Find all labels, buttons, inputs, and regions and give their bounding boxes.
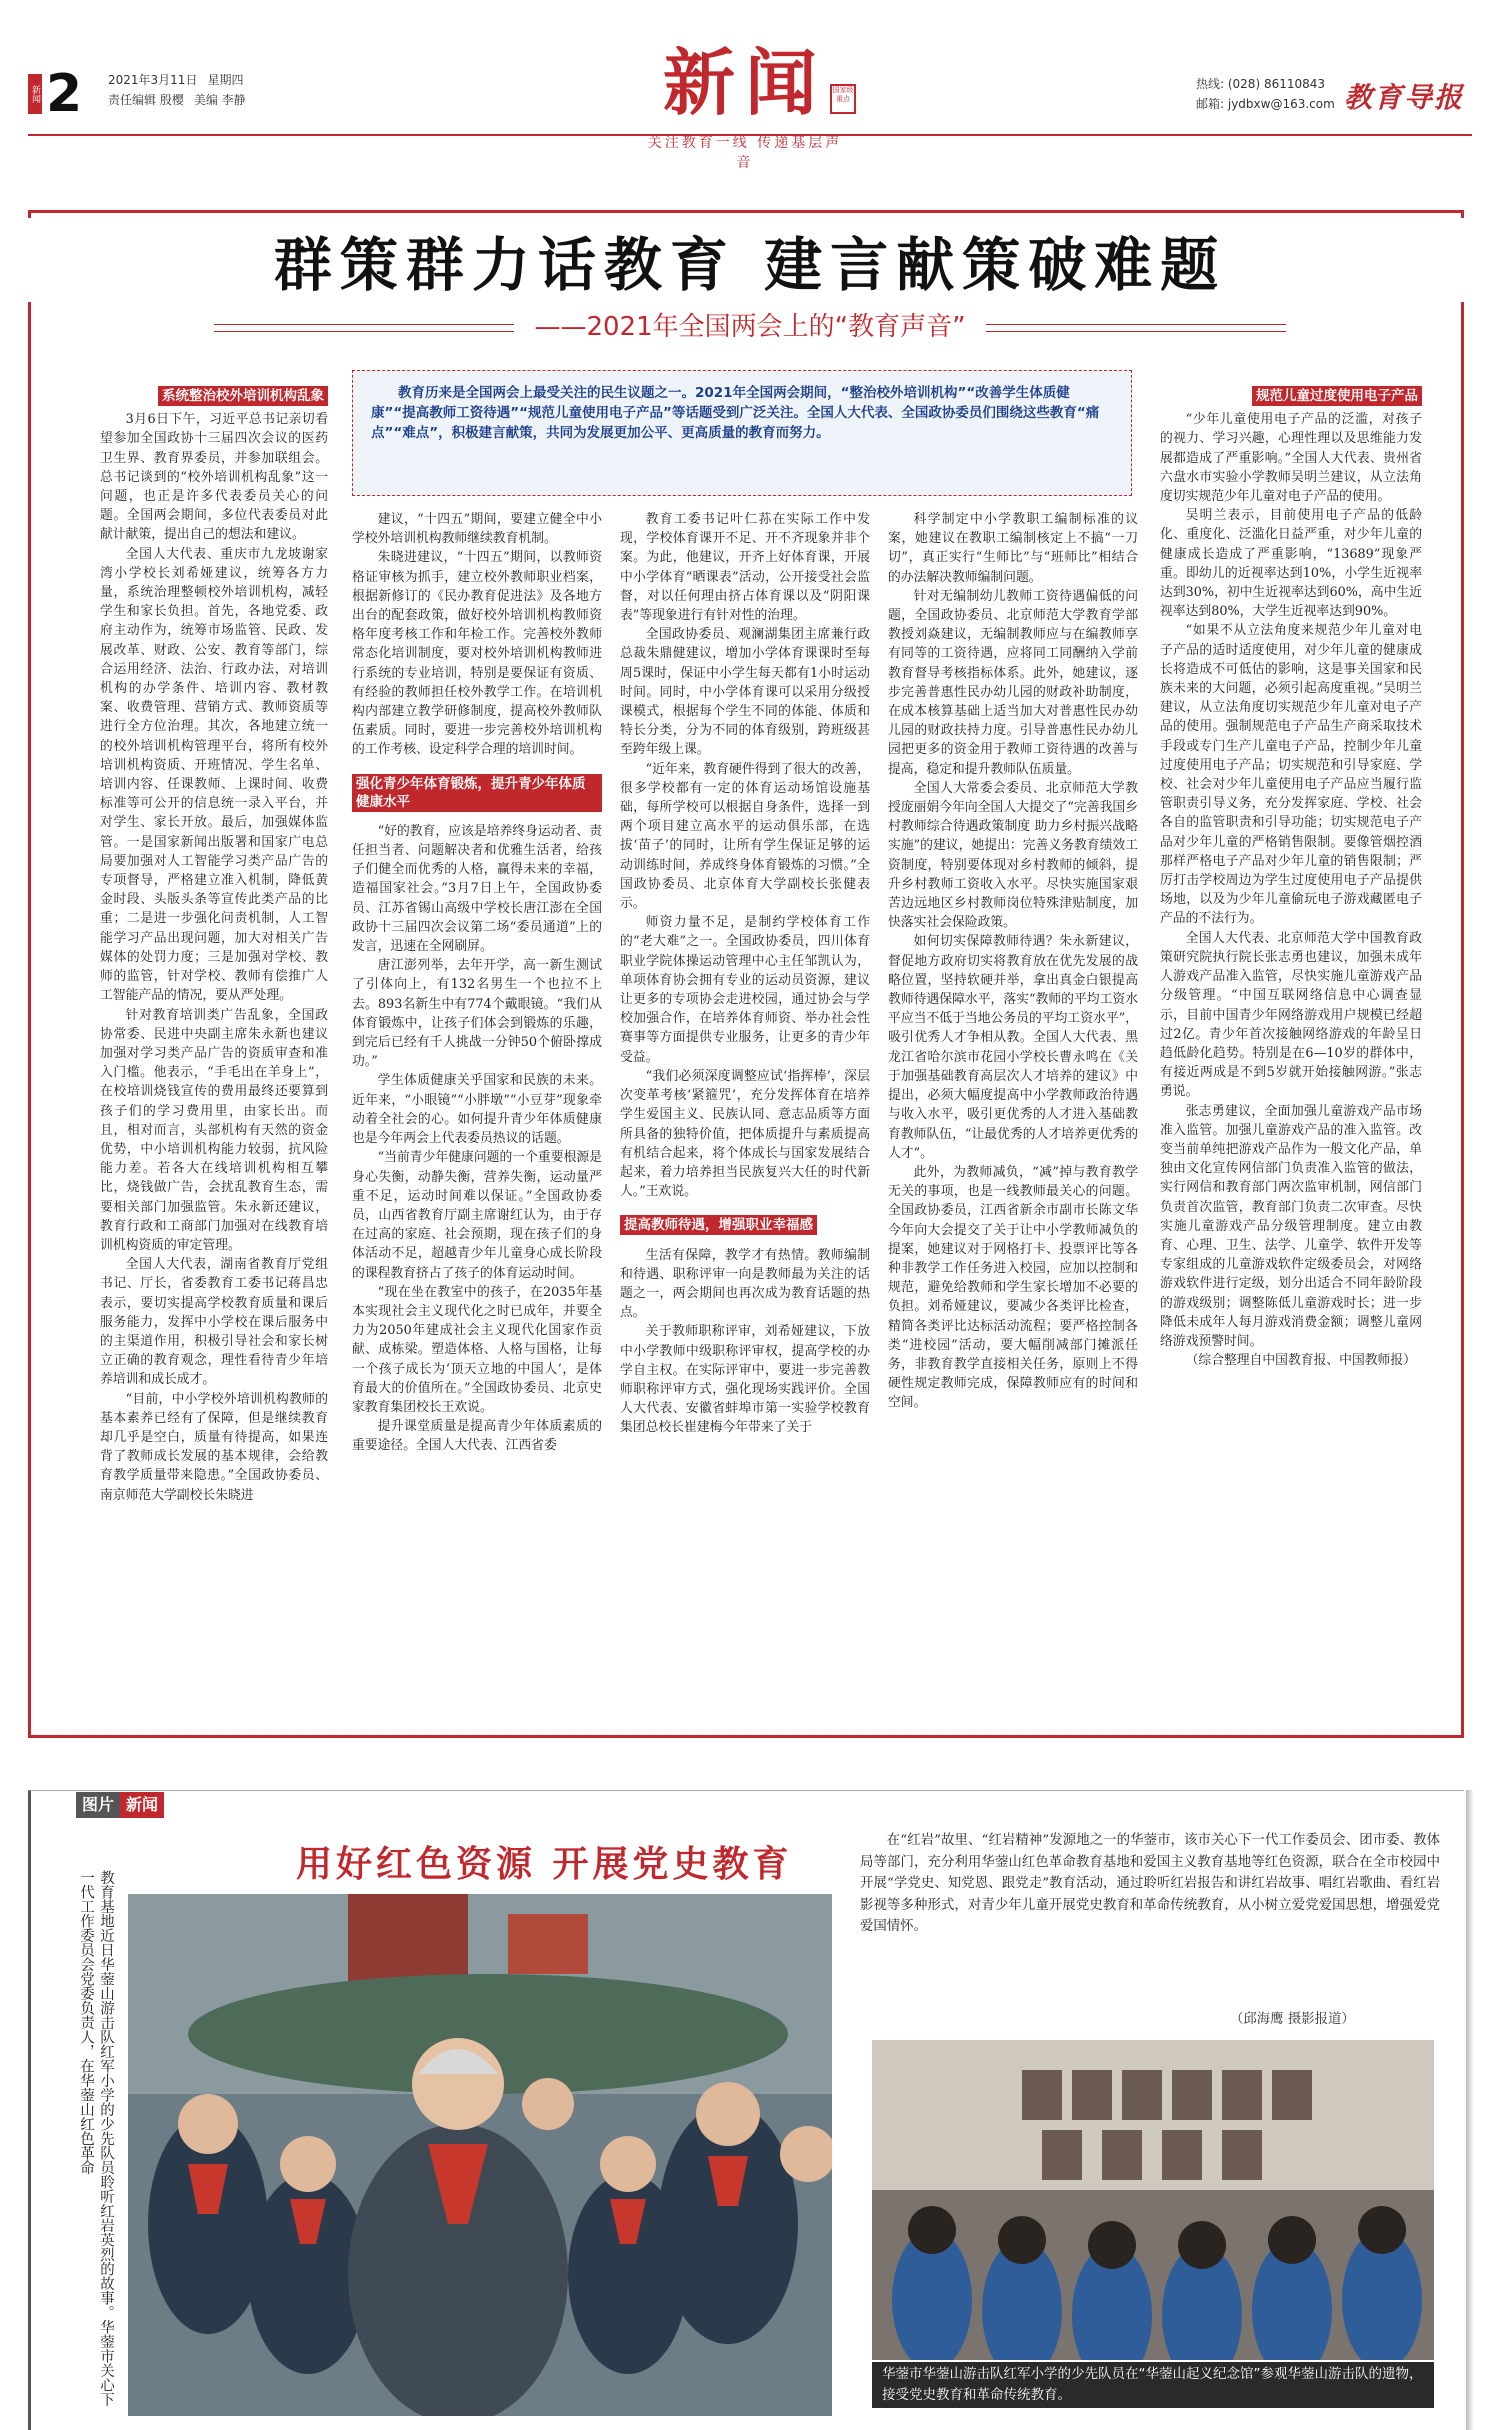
news-label: 新闻 <box>120 1792 164 1818</box>
photo-credit: （邱海鹰 摄影报道） <box>1230 2012 1355 2027</box>
paragraph: 张志勇建议，全面加强儿童游戏产品市场准入监管。加强儿童游戏产品的准入监管。改变当前单纯把游戏产品作为一般文化产品，单独由文化宣传网信部门负责准入监管的做法，实行网信和教育部门两次监审机制，网信部门负责首次监管，教育部门负责二次审查。尽快实施儿童游戏产品分级管理制度。建立由教育、心理、卫生、法学、儿童学、软件开发等专家组成的儿童游戏软件定级委员会，对网络游戏软件进行定级，划分出适合不同年龄阶段的游戏级别；调整陈低儿童游戏时长；进一步降低未成年人每月游戏消费金额；调整儿童网络游戏预警时间。 <box>1160 1103 1422 1349</box>
masthead-rule <box>28 134 1472 136</box>
paragraph: 唐江澎列举，去年开学，高一新生测试了引体向上，有132名男生一个也拉不上去。893名新生中有774个戴眼镜。“我们从体育锻炼中，让孩子们体会到锻炼的乐趣，到完后已经有千人挑战一分钟50个俯卧撑成功。” <box>352 958 602 1070</box>
photo-museum-visit <box>872 2040 1434 2360</box>
headline: 群策群力话教育 建言献策破难题 <box>28 218 1472 302</box>
paragraph: 建议，“十四五”期间，要建立健全中小学校外培训机构教师继续教育机制。 <box>352 512 602 547</box>
paragraph: 学生体质健康关乎国家和民族的未来。近年来，“小眼镜”“小胖墩”“小豆芽”现象牵动着全社会的心。如何提升青少年体质健康也是今年两会上代表委员热议的话题。 <box>352 1073 602 1147</box>
paragraph: “我们必须深度调整应试‘指挥棒’，深层次变革考核‘紧箍咒’，充分发挥体育在培养学生爱国主义、民族认同、意志品质等方面所具备的独特价值，把体质提升与素质提高有机结合起来，将个体成长与国家发展结合起来，着力培养担当民族复兴大任的时代新人。”王欢说。 <box>620 1068 870 1200</box>
page-number-block <box>28 64 83 124</box>
photo-veteran-with-students <box>128 1894 832 2416</box>
paragraph: 全国人大代表，湖南省教育厅党组书记、厅长，省委教育工委书记蒋昌忠表示，要切实提高学校教育质量和课后服务能力，发挥中小学校在课后服务中的主渠道作用，积极引导社会和家长树立正确的教育观念，理性看待青少年培养培训和成长成才。 <box>100 1257 328 1388</box>
paragraph: 生活有保障，教学才有热情。教师编制和待遇、职称评审一向是教师最为关注的话题之一，两会期间也再次成为教育话题的热点。 <box>620 1247 870 1321</box>
paragraph: 针对教育培训类广告乱象，全国政协常委、民进中央副主席朱永新也建议加强对学习类产品广告的资质审查和准入门槛。他表示，“手毛出在羊身上”，在校培训烧钱宣传的费用最终还要算到孩子们的学习费用里，由家长出。而且，相对而言，头部机构有天然的资金优势，中小培训机构能力较弱，抗风险能力差。若各大在线培训机构相互攀比，烧钱做广告，会扰乱教育生态，需要相关部门加强监管。朱永新还建议，教育行政和工商部门加强对在线教育培训机构资质的审定管理。 <box>100 1007 328 1253</box>
section-seal: 国家级重点 <box>830 84 856 114</box>
page-number: 2 <box>46 64 83 124</box>
museum-photo-caption: 华蓥市华蓥山游击队红军小学的少先队员在“华蓥山起义纪念馆”参观华蓥山游击队的遗物，接受党史教育和革命传统教育。 <box>872 2362 1434 2408</box>
section-header <box>640 40 854 172</box>
paragraph: 科学制定中小学教职工编制标准的议案，她建议在教职工编制核定上不搞“一刀切”，真正实行“生师比”与“班师比”相结合的办法解决教师编制问题。 <box>888 512 1138 585</box>
photo-label: 图片 <box>76 1792 120 1818</box>
paragraph: “当前青少年健康问题的一个重要根源是身心失衡，动静失衡，营养失衡，运动量严重不足，运动时间难以保证。”全国政协委员，山西省教育厅副主席谢红认为，由于存在过高的家庭、社会预期，现在孩子们的身体活动不足，超越青少年儿童身心成长阶段的课程教育挤占了孩子的体育运动时间。 <box>352 1150 602 1281</box>
section-title: 新闻 <box>662 40 827 125</box>
paragraph: 关于教师职称评审，刘希娅建议，下放中小学教师中级职称评审权，提高学校的办学自主权。在实际评审中，要进一步完善教师职称评审方式，强化现场实践评价。全国人大代表、安徽省蚌埠市第一实验学校教育集团总校长崔建梅今年带来了关于 <box>620 1324 870 1436</box>
paragraph: “目前，中小学校外培训机构教师的基本素养已经有了保障，但是继续教育却几乎是空白，质量有待提高，如果连背了教师成长发展的基本规律，会给教育教学质量带来隐患。”全国政协委员、南京师范大学副校长朱晓进 <box>100 1391 328 1503</box>
photo-news-label <box>76 1792 164 1818</box>
subtitle-text: ——2021年全国两会上的“教育声音” <box>534 312 966 342</box>
paragraph: 全国政协委员、观澜湖集团主席兼行政总裁朱鼎健建议，增加小学体育课课时至每周5课时，保证中小学生每天都有1小时运动时间。同时，中小学体育课可以采用分级授课模式，根据每个学生不同的体能、体质和特长分类，分为不同的体育级别，跨班级甚至跨年级上课。 <box>620 627 870 758</box>
designer-credit: 美编 李静 <box>193 93 246 107</box>
paragraph: 如何切实保障教师待遇？朱永新建议，督促地方政府切实将教育放在优先发展的战略位置，坚持软硬并举，拿出真金白银提高教师待遇保障水平，落实“教师的平均工资水平应当不低于当地公务员的平均工资水平”，吸引优秀人才争相从教。全国人大代表、黑龙江省哈尔滨市花园小学校长曹永鸣在《关于加强基础教育高层次人才培养的建议》中提出，必须大幅度提高中小学教师政治待遇与收入水平，吸引更优秀的人才进入基础教育教师队伍，“让最优秀的人才培养更优秀的人才”。 <box>888 934 1138 1161</box>
column-4 <box>888 510 1138 1413</box>
paragraph: 全国人大代表、北京师范大学中国教育政策研究院执行院长张志勇也建议，加强未成年人游戏产品准入监管，尽快实施儿童游戏产品分级管理。“中国互联网络信息中心调查显示，目前中国青少年网络游戏用户规模已经超过2亿。青少年首次接触网络游戏的年龄呈日趋低龄化趋势。特别是在6—10岁的群体中，有接近两成是不到5岁就开始接触网游。”张志勇说。 <box>1160 930 1422 1100</box>
paragraph: “好的教育，应该是培养终身运动者、责任担当者、问题解决者和优雅生活者，给孩子们健全而优秀的人格，赢得未来的幸福，造福国家社会。”3月7日上午，全国政协委员、江苏省锡山高级中学校长唐江澎在全国政协十三届四次会议第二场“委员通道”上的发言，迅速在全网刷屏。 <box>352 823 602 955</box>
paragraph: 吴明兰表示，目前使用电子产品的低龄化、重度化、泛滥化日益严重，对少年儿童的健康成长造成了严重影响，“13689”现象严重。即幼儿的近视率达到10%，小学生近视率达到30%，初中生近视率达到60%，高中生近视率达到80%，大学生近视率达到90%。 <box>1160 508 1422 620</box>
photo-news-title: 用好红色资源 开展党史教育 <box>296 1844 793 1885</box>
photo-illustration <box>872 2040 1434 2360</box>
column-5 <box>1160 382 1422 1370</box>
hotline: 热线: (028) 86110843 <box>1196 77 1326 91</box>
contact-info <box>1196 74 1335 114</box>
paragraph: 提升课堂质量是提高青少年体质素质的重要途径。全国人大代表、江西省委 <box>352 1419 602 1454</box>
issue-info <box>108 70 256 110</box>
paragraph: “近年来，教育硬件得到了很大的改善，很多学校都有一定的体育运动场馆设施基础，每所学校可以根据自身条件，选择一到两个项目建立高水平的运动俱乐部，在选拔‘苗子’的同时，让所有学生保证足够的运动训练时间，养成终身体育锻炼的习惯。”全国政协委员、北京体育大学副校长张健表示。 <box>620 761 870 912</box>
paragraph: “少年儿童使用电子产品的泛滥，对孩子的视力、学习兴趣，心理性理以及思维能力发展都造成了严重影响。”全国人大代表、贵州省六盘水市实验小学教师吴明兰建议，从立法角度切实规范少年儿童对电子产品的使用。 <box>1160 412 1422 505</box>
paragraph: 3月6日下午，习近平总书记亲切看望参加全国政协十三届四次会议的医药卫生界、教育界委员，并参加联组会。总书记谈到的“校外培训机构乱象”这一问题，也正是许多代表委员关心的问题。全国两会期间，多位代表委员对此献计献策，提出自己的想法和建议。 <box>100 412 328 543</box>
paragraph: 朱晓进建议，“十四五”期间，以教师资格证审核为抓手，建立校外教师职业档案，根据新修订的《民办教育促进法》及各地方出台的配套政策，做好校外培训机构教师资格年度考核工作和年检工作。完善校外教师常态化培训制度，要对校外培训机构教师进行系统的专业培训，特别是要保证有资质、有经验的教师担任校外教学工作。在培训机构内部建立教学研修制度，提高校外教师队伍素质。同时，要进一步完善校外培训机构的工作考核、设定科学合理的培训时间。 <box>352 550 602 758</box>
vertical-photo-caption: 教育基地近日华蓥山游击队红军小学的少先队员聆听红岩英烈的故事。华蓥市关心下一代工作委员会党委负责人，在华蓥山红色革命 <box>78 1870 114 2407</box>
frame-shadow <box>1466 1790 1474 2430</box>
newspaper-brand: 教育导报 <box>1344 81 1465 114</box>
tag-training-institutions: 系统整治校外培训机构乱象 <box>158 386 328 406</box>
tag-electronic-products: 规范儿童过度使用电子产品 <box>1252 386 1422 406</box>
editor-credit: 责任编辑 殷樱 <box>108 93 184 107</box>
photo-illustration <box>128 1894 832 2416</box>
paragraph: 全国人大代表、重庆市九龙坡谢家湾小学校长刘希娅建议，统筹各方力量，系统治理整顿校外培训机构，减轻学生和家长负担。首先，各地党委、政府主动作为，统筹市场监管、民政、发展改革、财政、公安、教育等部门，综合运用经济、法治、行政办法，对培训机构的办学条件、培训内容、教材教案、收费管理、营销方式、教师资质等进行全方位治理。其次，各地建立统一的校外培训机构管理平台，将所有校外培训机构资质、开班情况、学生名单、培训内容、任课教师、上课时间、收费标准等可公开的信息统一录入平台，并对学生、家长开放。最后，加强媒体监管。一是国家新闻出版署和国家广电总局要加强对人工智能学习类产品广告的专项督导，严格建立准入机制，降低黄金时段、头版头条等宣传此类产品的比重；二是进一步强化问责机制，人工智能学习产品出现问题，加大对相关广告媒体的处罚力度；三是加强对学校、教师的监管，针对学校、教师有偿推广人工智能产品的情况，要从严处理。 <box>100 546 328 1004</box>
paragraph: 教育工委书记叶仁荪在实际工作中发现，学校体育课开不足、开不齐现象并非个案。为此，他建议，开齐上好体育课，开展中小学体育“晒课表”活动，公开接受社会监督，对以任何理由挤占体育课以及“阴阳课表”等现象进行有针对性的治理。 <box>620 512 870 624</box>
paragraph: 全国人大常委会委员、北京师范大学教授庞丽娟今年向全国人大提交了“完善我国乡村教师综合待遇政策制度 助力乡村振兴战略实施”的建议，她提出：完善义务教育绩效工资制度，特别要体现对乡村教师的倾斜，提升乡村教师工资收入水平。尽快实施国家艰苦边远地区乡村教师岗位特殊津贴制度，加快落实社会保险政策。 <box>888 780 1138 931</box>
column-1 <box>100 382 328 1505</box>
page-section-mini: 新闻 <box>28 74 42 114</box>
paragraph: “现在坐在教室中的孩子，在2035年基本实现社会主义现代化之时已成年，并要全力为2050年建成社会主义现代化国家作贡献、成栋梁。塑造体格、人格与国格，让每一个孩子成长为‘顶天立地的中国人’，是体育最大的价值所在。”全国政协委员、北京史家教育集团校长王欢说。 <box>352 1284 602 1415</box>
paragraph: 师资力量不足，是制约学校体育工作的“老大难”之一。全国政协委员，四川体育职业学院体操运动管理中心主任邹凯认为，单项体育协会拥有专业的运动员资源，建议让更多的专项协会走进校园，通过协会与学校加强合作，在培养体育师资、举办社会性赛事等方面提供专业服务，让更多的青少年受益。 <box>620 915 870 1065</box>
issue-date: 2021年3月11日 <box>108 73 198 87</box>
tag-sports: 强化青少年体育锻炼，提升青少年体质健康水平 <box>352 774 602 812</box>
section-slogan: 关注教育一线 传递基层声音 <box>647 135 843 171</box>
subtitle <box>28 306 1472 343</box>
subtitle-rule-left <box>214 324 514 332</box>
photo-news-text: 在“红岩”故里、“红岩精神”发源地之一的华蓥市，该市关心下一代工作委员会、团市委、教体局等部门，充分利用华蓥山红色革命教育基地和爱国主义教育基地等红色资源，联合在全市校园中开展“学党史、知党恩、跟党走”教育活动，通过聆听红岩报告和讲红岩故事、唱红岩歌曲、看红岩影视等多种形式，对青少年儿童开展党史教育和革命传统教育，从小树立爱党爱国思想，增强爱党爱国情怀。 <box>860 1833 1440 1934</box>
column-3 <box>620 510 870 1438</box>
issue-weekday: 星期四 <box>207 73 244 87</box>
paragraph: “如果不从立法角度来规范少年儿童对电子产品的适时适度使用，对少年儿童的健康成长将造成不可低估的影响，这是事关国家和民族未来的大问题，必须引起高度重视。”吴明兰建议，从立法角度切实规范少年儿童对电子产品的使用。强制规范电子产品生产商采取技术手段或专门生产儿童电子产品，控制少年儿童过度使用电子产品；切实规范和引导家庭、学校、社会对少年儿童使用电子产品应当履行监管职责引导义务，充分发挥家庭、学校、社会各自的监管职责和引导功能；切实规范电子产品对少年儿童的严格销售限制。要像管烟控酒那样严格电子产品对少年儿童的销售限制；严厉打击学校周边为学生过度使用电子产品提供场地，以及为少年儿童偷玩电子游戏藏匿电子产品的不法行为。 <box>1160 623 1422 927</box>
intro-text: 教育历来是全国两会上最受关注的民生议题之一。2021年全国两会期间，“整治校外培训机构”“改善学生体质健康”“提高教师工资待遇”“规范儿童使用电子产品”等话题受到广泛关注。全国人大代表、全国政协委员们围绕这些教育“痛点”“难点”，积极建言献策，共同为发展更加公平、更高质量的教育而努力。 <box>371 385 1100 441</box>
email: 邮箱: jydbxw@163.com <box>1196 97 1335 111</box>
intro-box <box>352 370 1132 496</box>
source-credit: （综合整理自中国教育报、中国教师报） <box>1185 1353 1416 1369</box>
paragraph: 此外，为教师减负，“减”掉与教育教学无关的事项，也是一线教师最关心的问题。全国政协委员，江西省新余市副市长陈文华今年向大会提交了关于让中小学教师减负的提案，她建议对于网格打卡、投票评比等各种非教学工作任务进入校园，应加以控制和规范，避免给教师和学生家长增加不必要的负担。刘希娅建议，要减少各类评比检查，精简各类评比达标活动流程；要严格控制各类“进校园”活动，要大幅削减部门摊派任务，非教育教学直接相关任务，原则上不得硬性规定教师完成，保障教师应有的时间和空间。 <box>888 1164 1138 1411</box>
column-2 <box>352 510 602 1456</box>
paragraph: 针对无编制幼儿教师工资待遇偏低的问题，全国政协委员、北京师范大学教育学部教授刘焱建议，无编制教师应与在编教师享有同等的工资待遇，应将同工同酬纳入学前教育督导考核指标体系。此外，她建议，逐步完善普惠性民办幼儿园的财政补助制度，在成本核算基础上适当加大对普惠性民办幼儿园的财政扶持力度。引导普惠性民办幼儿园把更多的资金用于教师工资待遇的改善与提高，稳定和提升教师队伍质量。 <box>888 588 1138 777</box>
tag-teacher-pay: 提高教师待遇，增强职业幸福感 <box>620 1215 817 1235</box>
subtitle-rule-right <box>986 324 1286 332</box>
